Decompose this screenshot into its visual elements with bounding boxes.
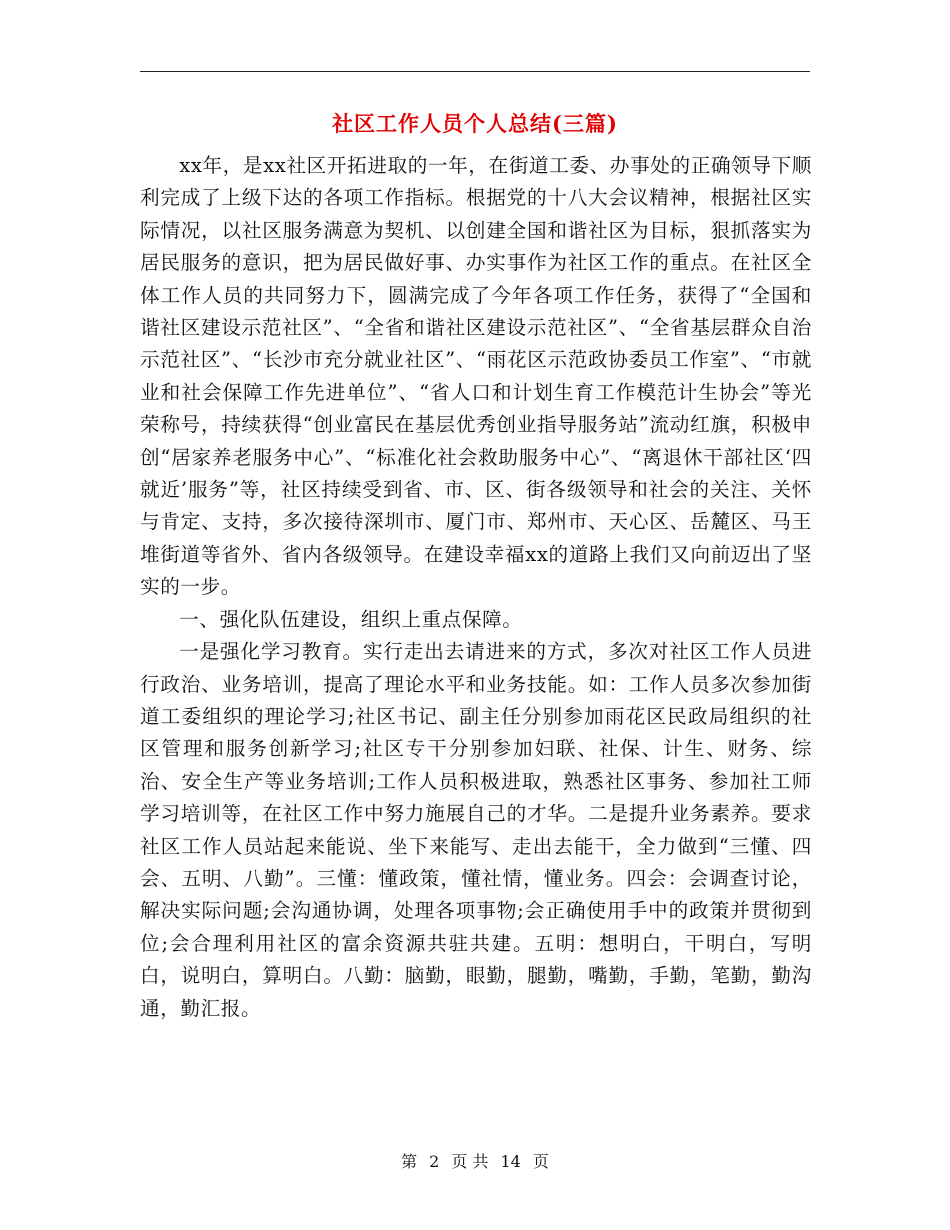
paragraph-section-heading: 一、强化队伍建设，组织上重点保障。 <box>179 607 523 631</box>
document-title: 社区工作人员个人总结(三篇) <box>332 111 618 136</box>
document-body <box>140 150 812 1025</box>
paragraph-study-education: 一是强化学习教育。实行走出去请进来的方式，多次对社区工作人员进行政治、业务培训，提高了理论水平和业务技能。如：工作人员多次参加街道工委组织的理论学习;社区书记、副主任分别参加雨花区民政局组织的社区管理和服务创新学习;社区专干分别参加妇联、社保、计生、财务、综治、安全生产等业务培训;工作人员积极进取，熟悉社区事务、参加社工师学习培训等，在社区工作中努力施展自己的才华。二是提升业务素养。要求社区工作人员站起来能说、坐下来能写、走出去能干，全力做到“三懂、四会、五明、八勤”。三懂：懂政策，懂社情，懂业务。四会：会调查讨论，解决实际问题;会沟通协调，处理各项事物;会正确使用手中的政策并贯彻到位;会合理利用社区的富余资源共驻共建。五明：想明白，干明白，写明白，说明白，算明白。八勤：脑勤，眼勤，腿勤，嘴勤，手勤，笔勤，勤沟通，勤汇报。 <box>140 640 812 1020</box>
paragraph-intro: xx年，是xx社区开拓进取的一年，在街道工委、办事处的正确领导下顺利完成了上级下达的各项工作指标。根据党的十八大会议精神，根据社区实际情况，以社区服务满意为契机、以创建全国和谐社区为目标，狠抓落实为居民服务的意识，把为居民做好事、办实事作为社区工作的重点。在社区全体工作人员的共同努力下，圆满完成了今年各项工作任务，获得了“全国和谐社区建设示范社区”、“全省和谐社区建设示范社区”、“全省基层群众自治示范社区”、“长沙市充分就业社区”、“雨花区示范政协委员工作室”、“市就业和社会保障工作先进单位”、“省人口和计划生育工作模范计生协会”等光荣称号，持续获得“创业富民在基层优秀创业指导服务站”流动红旗，积极申创“居家养老服务中心”、“标准化社会救助服务中心”、“离退休干部社区‘四就近’服务”等，社区持续受到省、市、区、街各级领导和社会的关注、关怀与肯定、支持，多次接待深圳市、厦门市、郑州市、天心区、岳麓区、马王堆街道等省外、省内各级领导。在建设幸福xx的道路上我们又向前迈出了坚实的一步。 <box>140 154 812 599</box>
header-rule <box>140 71 810 72</box>
footer-suffix: 页 <box>532 1152 549 1171</box>
footer-total-pages: 14 <box>500 1152 521 1171</box>
footer-middle: 页 共 <box>451 1152 489 1171</box>
footer-current-page: 2 <box>429 1152 440 1171</box>
page-footer <box>0 1150 950 1174</box>
footer-prefix: 第 <box>401 1152 418 1171</box>
